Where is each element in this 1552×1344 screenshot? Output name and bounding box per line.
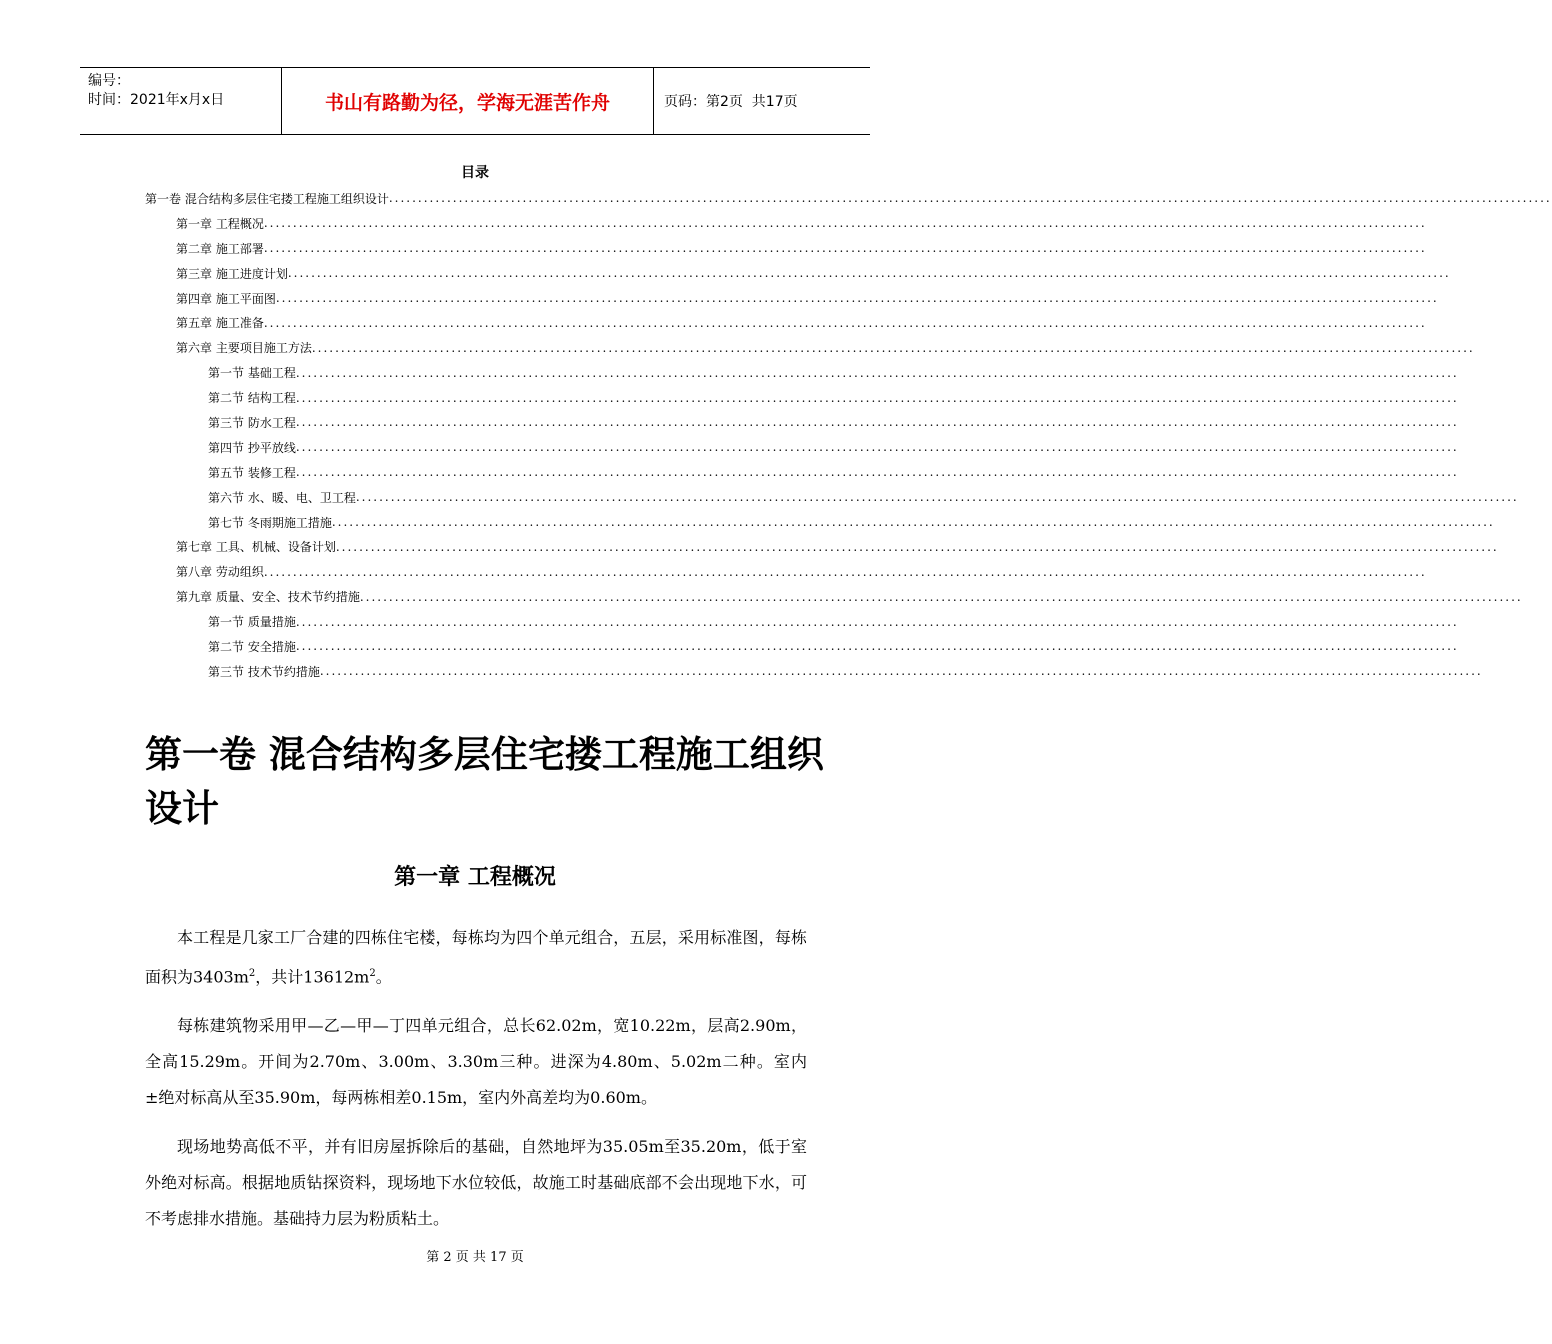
toc-entry[interactable] xyxy=(145,236,1427,261)
toc-leader-dots: ........................................................................................................................................................................................................ xyxy=(295,415,1459,430)
toc-leader-dots: ........................................................................................................................................................................................................ xyxy=(295,365,1459,380)
toc-title: 目录 xyxy=(461,165,489,181)
page-footer: 第 2 页 共 17 页 xyxy=(426,1250,524,1265)
toc-entry[interactable] xyxy=(145,485,1519,510)
toc-entry[interactable] xyxy=(145,360,1459,385)
toc-entry-text: 第五章 施工准备 xyxy=(176,316,264,331)
toc-entry[interactable] xyxy=(145,510,1495,535)
toc-leader-dots: ........................................................................................................................................................................................................ xyxy=(295,390,1459,405)
toc-entry[interactable] xyxy=(145,559,1427,584)
toc-leader-dots: ........................................................................................................................................................................................................ xyxy=(275,291,1439,305)
toc-entry[interactable] xyxy=(145,435,1459,460)
toc-entry-text: 第一卷 混合结构多层住宅搂工程施工组织设计 xyxy=(145,191,389,206)
toc-entry-text: 第四节 抄平放线 xyxy=(208,440,296,455)
toc-entry[interactable] xyxy=(145,634,1459,659)
toc-leader-dots: ........................................................................................................................................................................................................ xyxy=(263,216,1427,231)
toc-entry[interactable] xyxy=(145,609,1459,634)
toc-entry[interactable] xyxy=(145,659,1483,684)
document-time-label: 时间：2021年x月x日 xyxy=(88,92,225,108)
toc-entry[interactable] xyxy=(145,261,1451,286)
toc-entry-text: 第一节 基础工程 xyxy=(208,366,296,381)
toc-entry-text: 第一节 质量措施 xyxy=(208,615,296,630)
toc-leader-dots: ........................................................................................................................................................................................................ xyxy=(295,440,1459,455)
toc-entry[interactable] xyxy=(145,584,1523,609)
paragraph-1: 本工程是几家工厂合建的四栋住宅楼，每栋均为四个单元组合，五层，采用标准图，每栋面积为$3403m^2$，共计$13612m^2$。 xyxy=(145,928,807,987)
toc-leader-dots: ........................................................................................................................................................................................................ xyxy=(355,490,1519,505)
toc-entry-text: 第八章 劳动组织 xyxy=(176,565,264,580)
table-of-contents xyxy=(145,186,1552,684)
document-number-label: 编号： xyxy=(88,73,130,89)
toc-leader-dots: ........................................................................................................................................................................................................ xyxy=(295,614,1459,629)
toc-leader-dots: ........................................................................................................................................................................................................ xyxy=(319,664,1483,679)
toc-leader-dots: ........................................................................................................................................................................................................ xyxy=(295,465,1459,480)
toc-entry[interactable] xyxy=(145,286,1439,311)
toc-entry[interactable] xyxy=(145,211,1427,236)
toc-entry-text: 第九章 质量、安全、技术节约措施 xyxy=(176,590,360,605)
toc-leader-dots: ........................................................................................................................................................................................................ xyxy=(263,315,1427,330)
toc-entry[interactable] xyxy=(145,534,1499,559)
toc-entry-text: 第三章 施工进度计划 xyxy=(176,266,288,281)
body-text xyxy=(145,920,807,1250)
toc-entry-text: 第二节 安全措施 xyxy=(208,639,296,654)
toc-entry-text: 第六章 主要项目施工方法 xyxy=(176,341,312,356)
toc-leader-dots: ........................................................................................................................................................................................................ xyxy=(295,639,1459,654)
header-meta xyxy=(80,68,282,134)
toc-entry-text: 第四章 施工平面图 xyxy=(176,291,276,306)
toc-entry-text: 第七章 工具、机械、设备计划 xyxy=(176,540,336,555)
toc-leader-dots: ........................................................................................................................................................................................................ xyxy=(263,564,1427,579)
toc-leader-dots: ........................................................................................................................................................................................................ xyxy=(359,589,1523,604)
toc-leader-dots: ........................................................................................................................................................................................................ xyxy=(311,340,1475,355)
toc-entry-text: 第二章 施工部署 xyxy=(176,241,264,256)
toc-entry-text: 第六节 水、暖、电、卫工程 xyxy=(208,490,356,505)
paragraph-3: 现场地势高低不平，并有旧房屋拆除后的基础，自然地坪为35.05m至35.20m，低于室外绝对标高。根据地质钻探资料，现场地下水位较低，故施工时基础底部不会出现地下水，可不考虑排水措施。基础持力层为粉质粘土。 xyxy=(145,1137,807,1229)
toc-entry-text: 第二节 结构工程 xyxy=(208,391,296,406)
toc-entry[interactable] xyxy=(145,410,1459,435)
toc-leader-dots: ........................................................................................................................................................................................................ xyxy=(335,539,1499,554)
toc-entry[interactable] xyxy=(145,385,1459,410)
toc-leader-dots: ........................................................................................................................................................................................................ xyxy=(263,241,1427,256)
toc-entry-text: 第一章 工程概况 xyxy=(176,216,264,231)
toc-entry-text: 第七节 冬雨期施工措施 xyxy=(208,515,332,530)
toc-entry[interactable] xyxy=(145,186,1552,211)
toc-leader-dots: ........................................................................................................................................................................................................ xyxy=(287,266,1451,281)
page-header xyxy=(80,67,870,135)
header-motto: 书山有路勤为径，学海无涯苦作舟 xyxy=(282,68,654,134)
paragraph-2: 每栋建筑物采用甲—乙—甲—丁四单元组合，总长62.02m，宽10.22m，层高2.90m，全高15.29m。开间为2.70m、3.00m、3.30m三种。进深为4.80m、5.02m二种。室内±绝对标高从至35.90m，每两栋相差0.15m，室内外高差均为0.60m。 xyxy=(145,1016,807,1108)
toc-entry[interactable] xyxy=(145,335,1475,360)
toc-leader-dots: ........................................................................................................................................................................................................ xyxy=(331,515,1495,530)
toc-leader-dots: ........................................................................................................................................................................................................ xyxy=(388,191,1552,206)
volume-title: 第一卷 混合结构多层住宅搂工程施工组织设计 xyxy=(145,733,824,830)
toc-entry-text: 第三节 防水工程 xyxy=(208,415,296,430)
toc-entry[interactable] xyxy=(145,460,1459,485)
toc-entry[interactable] xyxy=(145,310,1427,335)
header-page-info: 页码：第2页 共17页 xyxy=(664,94,798,110)
toc-entry-text: 第五节 装修工程 xyxy=(208,465,296,480)
toc-entry-text: 第三节 技术节约措施 xyxy=(208,664,320,679)
chapter-title: 第一章 工程概况 xyxy=(394,865,556,890)
